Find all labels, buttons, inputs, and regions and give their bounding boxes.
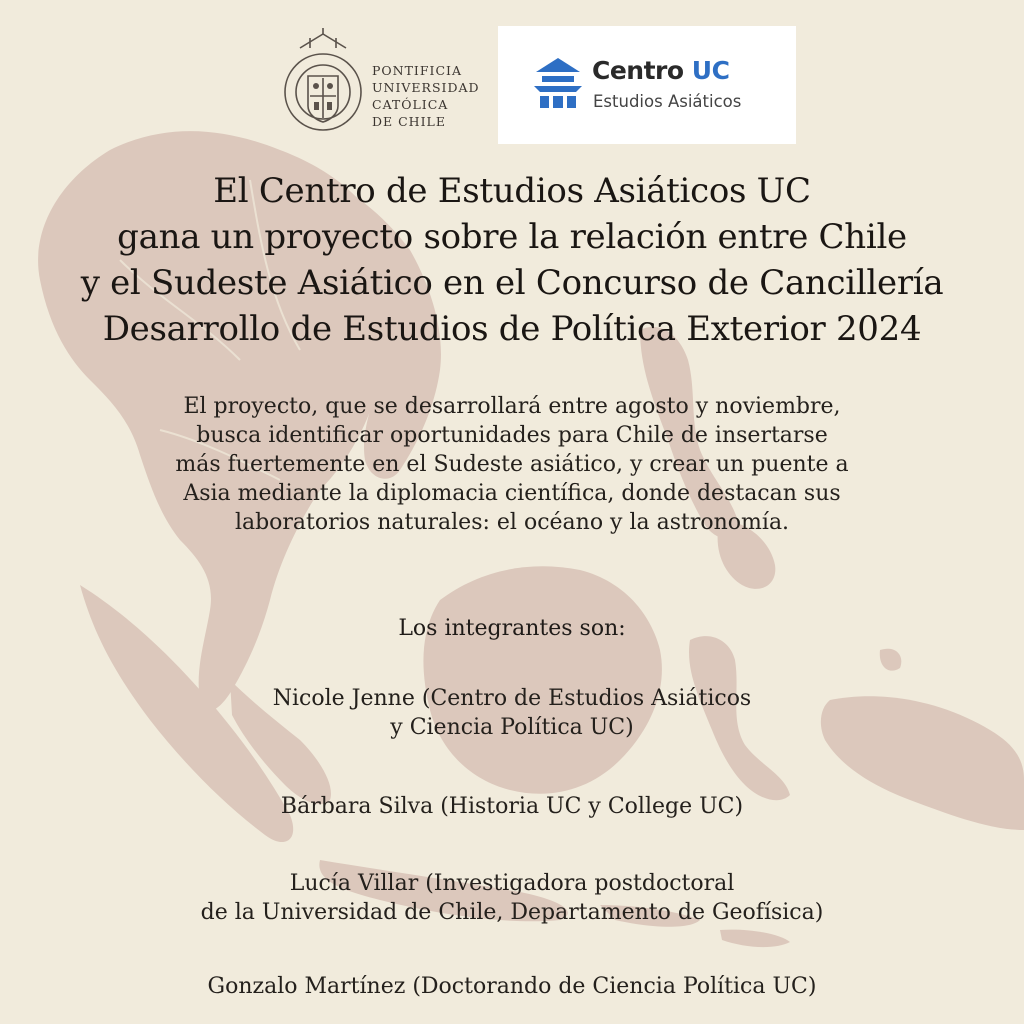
headline-line: gana un proyecto sobre la relación entre Chile: [117, 217, 907, 257]
member-line: Gonzalo Martínez (Doctorando de Ciencia Política UC): [207, 974, 817, 999]
headline-line: Desarrollo de Estudios de Política Exterior 2024: [102, 309, 922, 349]
headline-line: El Centro de Estudios Asiáticos UC: [213, 171, 811, 211]
headline-line: y el Sudeste Asiático en el Concurso de Cancillería: [80, 263, 944, 303]
pagoda-icon: [532, 56, 584, 110]
member-entry: [0, 792, 1024, 821]
center-logo-subtitle: Estudios Asiáticos: [593, 92, 742, 111]
puc-logo: [280, 26, 480, 136]
member-entry: [0, 684, 1024, 742]
project-summary: [30, 392, 994, 537]
members-heading: Los integrantes son:: [398, 616, 626, 641]
puc-name-line: DE CHILE: [372, 114, 446, 129]
summary-line: busca identificar oportunidades para Chile de insertarse: [196, 423, 828, 448]
center-logo-title: [592, 56, 729, 85]
center-logo-title-accent: UC: [691, 56, 730, 85]
member-entry: [0, 869, 1024, 927]
member-line: Nicole Jenne (Centro de Estudios Asiáticos: [272, 686, 752, 711]
puc-name-line: UNIVERSIDAD: [372, 80, 480, 95]
puc-name: [372, 62, 480, 130]
logo-header: [0, 22, 1024, 146]
member-line: de la Universidad de Chile, Departamento de Geofísica): [200, 900, 824, 925]
member-line: Bárbara Silva (Historia UC y College UC): [280, 794, 744, 819]
summary-line: El proyecto, que se desarrollará entre agosto y noviembre,: [183, 394, 841, 419]
university-seal-icon: [280, 26, 366, 136]
member-entry: [0, 972, 1024, 1001]
summary-line: más fuertemente en el Sudeste asiático, y crear un puente a: [175, 452, 849, 477]
summary-line: laboratorios naturales: el océano y la astronomía.: [234, 510, 790, 535]
headline: [20, 168, 1004, 352]
member-line: Lucía Villar (Investigadora postdoctoral: [289, 871, 735, 896]
center-logo: [498, 26, 796, 144]
puc-name-line: PONTIFICIA: [372, 63, 463, 78]
member-line: y Ciencia Política UC): [390, 715, 634, 740]
summary-line: Asia mediante la diplomacia científica, donde destacan sus: [183, 481, 841, 506]
puc-name-line: CATÓLICA: [372, 97, 449, 112]
center-logo-title-main: Centro: [592, 56, 692, 85]
